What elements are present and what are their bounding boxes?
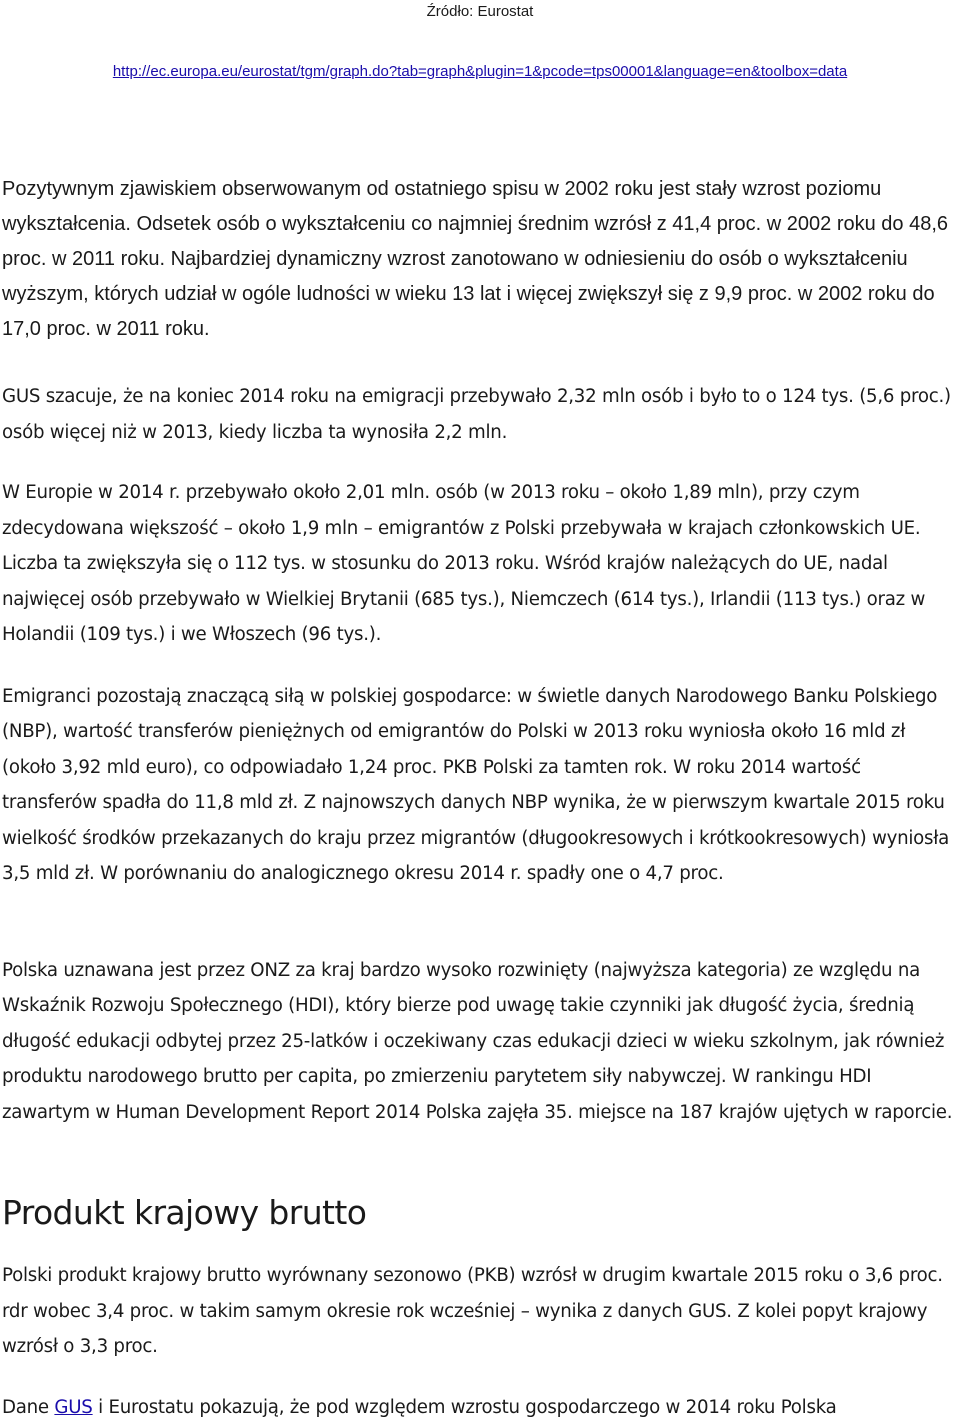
paragraph-gdp: Polski produkt krajowy brutto wyrównany sezonowo (PKB) wzrósł w drugim kwartale 2015 roku o 3,6 proc. rdr wobec 3,4 proc. w takim samym okresie rok wcześniej – wynika z danych GUS. Z kolei popyt krajowy wzrósł o 3,3 proc. xyxy=(2,1265,943,1357)
paragraph-education-part2: Najbardziej dynamiczny wzrost zanotowano w odniesieniu do osób o wykształceniu wyższym, których udział w ogóle ludności w wieku 13 lat i więcej zwiększył się z 9,9 proc. w 2002 roku do 17,0 proc. w 2011 roku. xyxy=(2,248,935,340)
paragraph-education xyxy=(2,172,958,347)
paragraph-europe-emigrants: W Europie w 2014 r. przebywało około 2,01 mln. osób (w 2013 roku – około 1,89 mln), przy czym zdecydowana większość – około 1,9 mln – emigrantów z Polski przebywała w krajach członkowskich UE. Liczba ta zwiększyła się o 112 tys. w stosunku do 2013 roku. Wśród krajów należących do UE, nadal najwięcej osób przebywało w Wielkiej Brytanii (685 tys.), Niemczech (614 tys.), Irlandii (113 tys.) oraz w Holandii (109 tys.) i we Włoszech (96 tys.). xyxy=(2,482,926,645)
source-link-line xyxy=(0,62,960,82)
paragraph-emigration: GUS szacuje, że na koniec 2014 roku na emigracji przebywało 2,32 mln osób i było to o 124 tys. (5,6 proc.) osób więcej niż w 2013, kiedy liczba ta wynosiła 2,2 mln. xyxy=(2,386,951,443)
paragraph-gus-eurostat xyxy=(2,1390,958,1426)
paragraph-hdi: Polska uznawana jest przez ONZ za kraj bardzo wysoko rozwinięty (najwyższa kategoria) ze względu na Wskaźnik Rozwoju Społecznego (HDI), który bierze pod uwagę takie czynniki jak długość życia, średnią długość edukacji odbytej przez 25-latków i oczekiwany czas edukacji dzieci w wieku szkolnym, jak również produktu narodowego brutto per capita, po zmierzeniu parytetem siły nabywczej. W rankingu HDI zawartym w Human Development Report 2014 Polska zajęła 35. miejsce na 187 krajów ujętych w raporcie. xyxy=(2,960,953,1123)
source-label: Źródło: Eurostat xyxy=(426,3,534,20)
paragraph-education-part1: Pozytywnym zjawiskiem obserwowanym od ostatniego spisu w 2002 roku jest stały wzrost poziomu wykształcenia. Odsetek osób o wykształceniu co najmniej średnim wzrósł z 41,4 proc. w 2002 roku do 48,6 proc. w 2011 roku. xyxy=(2,178,949,270)
eurostat-source-link[interactable]: http://ec.europa.eu/eurostat/tgm/graph.do?tab=graph&plugin=1&pcode=tps00001&language=en&toolbox=data xyxy=(112,63,848,80)
paragraph-gus-before: Dane xyxy=(2,1397,55,1418)
paragraph-gus-after: i Eurostatu pokazują, że pod względem wzrostu gospodarczego w 2014 roku Polska xyxy=(92,1397,837,1418)
section-heading-gdp: Produkt krajowy brutto xyxy=(2,1193,367,1232)
gus-link[interactable]: GUS xyxy=(54,1397,93,1418)
paragraph-remittances: Emigranci pozostają znaczącą siłą w polskiej gospodarce: w świetle danych Narodowego Banku Polskiego (NBP), wartość transferów pieniężnych od emigrantów do Polski w 2013 roku wyniosła około 16 mld zł (około 3,92 mld euro), co odpowiadało 1,24 proc. PKB Polski za tamten rok. W roku 2014 wartość transferów spadła do 11,8 mld zł. Z najnowszych danych NBP wynika, że w pierwszym kwartale 2015 roku wielkość środków przekazanych do kraju przez migrantów (długookresowych i krótkookresowych) wyniosła 3,5 mld zł. W porównaniu do analogicznego okresu 2014 r. spadły one o 4,7 proc. xyxy=(2,686,950,885)
